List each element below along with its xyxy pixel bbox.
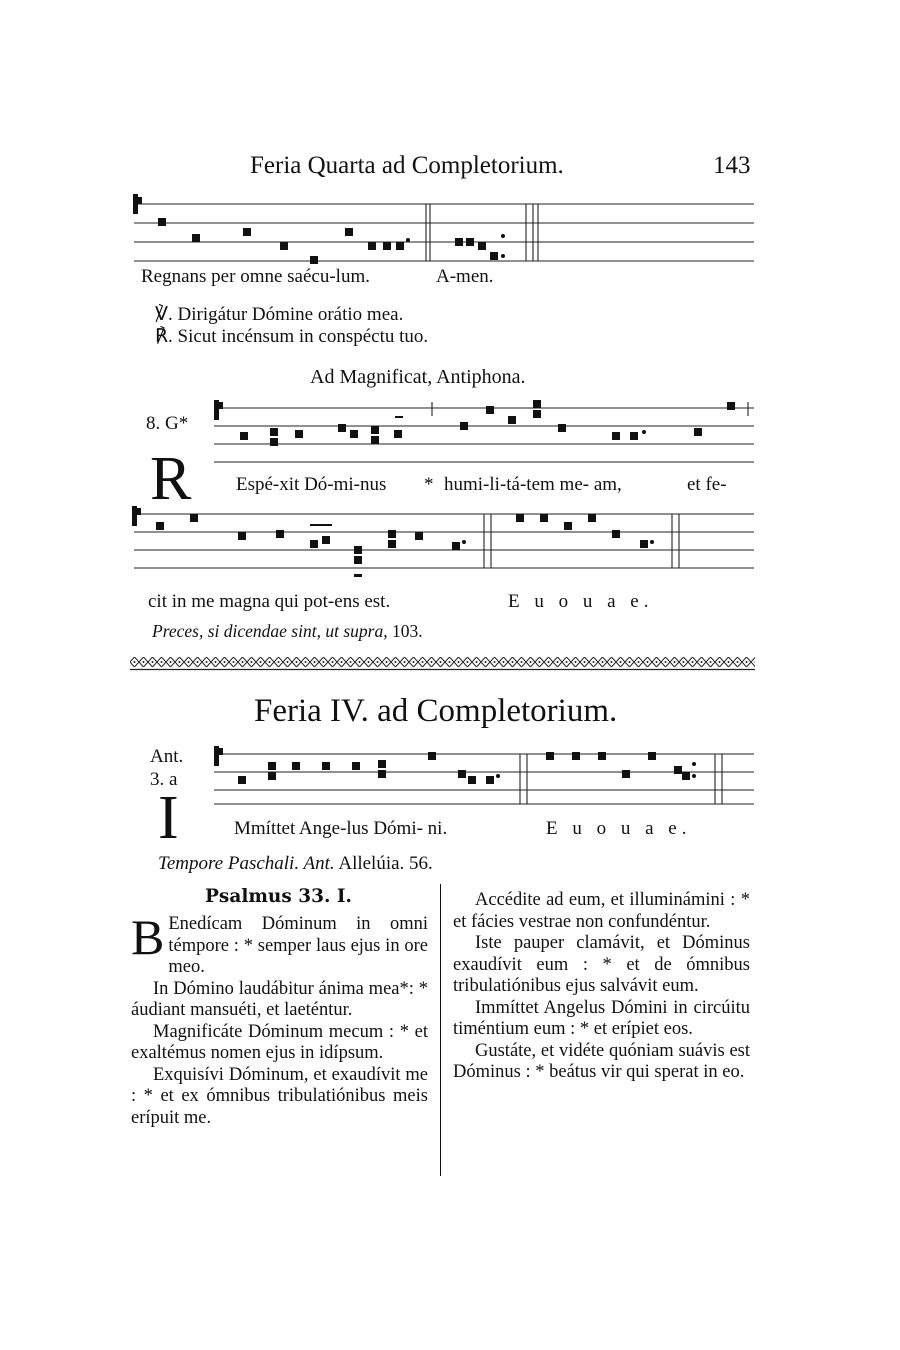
chant-staff-1 xyxy=(130,194,756,270)
psalm-verse-6: Iste pauper clamávit, et Dóminus exaudívit eum : * et de ómnibus tribulatiónibus ejus salvávit eum. xyxy=(453,933,750,996)
psalm-title: Psalmus 33. I. xyxy=(205,886,352,907)
psalm-verse-4: Exquisívi Dóminum, et exaudívit me : * et ex ómnibus tribulatiónibus meis erípuit me. xyxy=(131,1064,428,1128)
response xyxy=(155,325,428,348)
drop-initial-i: I xyxy=(158,784,179,852)
psalm-right-column xyxy=(453,890,750,1084)
ant-label: Ant. xyxy=(150,746,184,767)
magnificat-lyric-2: humi-li-tá-tem me- am, xyxy=(444,474,622,495)
rubric-ref: 103. xyxy=(391,621,423,641)
psalm-verse-3: Magnificáte Dóminum mecum : * et exaltémus nomen ejus in idípsum. xyxy=(131,1021,428,1063)
paschal-rubric xyxy=(158,853,433,875)
column-divider xyxy=(440,884,441,1176)
response-symbol: ℟. xyxy=(155,326,173,347)
magnificat-heading: Ad Magnificat, Antiphona. xyxy=(310,366,526,388)
magnificat-euouae: E u o u a e. xyxy=(508,591,654,612)
versicle-text: Dirigátur Dómine orátio mea. xyxy=(177,304,404,325)
response-text: Sicut incénsum in conspéctu tuo. xyxy=(177,326,429,347)
psalm-verse-1: B Enedícam Dóminum in omni témpore : * semper laus ejus in ore meo. xyxy=(131,909,428,977)
mode-label: 8. G* xyxy=(146,413,189,434)
psalm-verse-5: Accédite ad eum, et illuminámini : * et fácies vestrae non confundéntur. xyxy=(453,890,750,932)
running-head: Feria Quarta ad Completorium. xyxy=(250,152,564,179)
magnificat-lyric-1: Espé-xit Dó-mi-nus xyxy=(236,474,387,495)
section-lyric-1: Mmíttet Ange-lus Dómi- ni. xyxy=(234,818,448,839)
psalm-verse-2: In Dómino laudábitur ánima mea*: * áudiant mansuéti, et laeténtur. xyxy=(131,978,428,1020)
drop-initial-r: R xyxy=(150,445,192,513)
psalm-left-column xyxy=(131,909,428,1129)
magnificat-lyric-4: cit in me magna qui pot-ens est. xyxy=(148,591,391,612)
chant1-lyric-1: Regnans per omne saécu-lum. xyxy=(141,266,370,287)
dropcap-b: B xyxy=(131,909,165,965)
chant-staff-3 xyxy=(130,504,756,584)
paschal-italic: Tempore Paschali. Ant. xyxy=(158,853,335,874)
rubric-preces xyxy=(152,621,423,642)
section-title: Feria IV. ad Completorium. xyxy=(254,693,618,729)
chant-staff-2 xyxy=(210,396,756,466)
magnificat-asterisk: * xyxy=(424,474,434,495)
versicle-symbol: ℣. xyxy=(155,304,173,325)
psalm-verse-7: Immíttet Angelus Dómini in circúitu timéntium eum : * et erípiet eos. xyxy=(453,997,750,1039)
paschal-text: Allelúia. 56. xyxy=(338,853,433,874)
psalm-verse-8: Gustáte, et vidéte quóniam suávis est Dóminus : * beátus vir qui sperat in eo. xyxy=(453,1040,750,1082)
rubric-italic: Preces, si dicendae sint, ut supra, xyxy=(152,621,388,641)
ant-mode: 3. a xyxy=(150,769,178,790)
magnificat-lyric-3: et fe- xyxy=(687,474,727,495)
chant-staff-4 xyxy=(210,742,756,808)
page-number: 143 xyxy=(713,152,751,179)
ornamental-border xyxy=(130,657,755,671)
section-euouae: E u o u a e. xyxy=(546,818,692,839)
versicle xyxy=(155,303,403,326)
chant1-lyric-2: A-men. xyxy=(436,266,494,287)
